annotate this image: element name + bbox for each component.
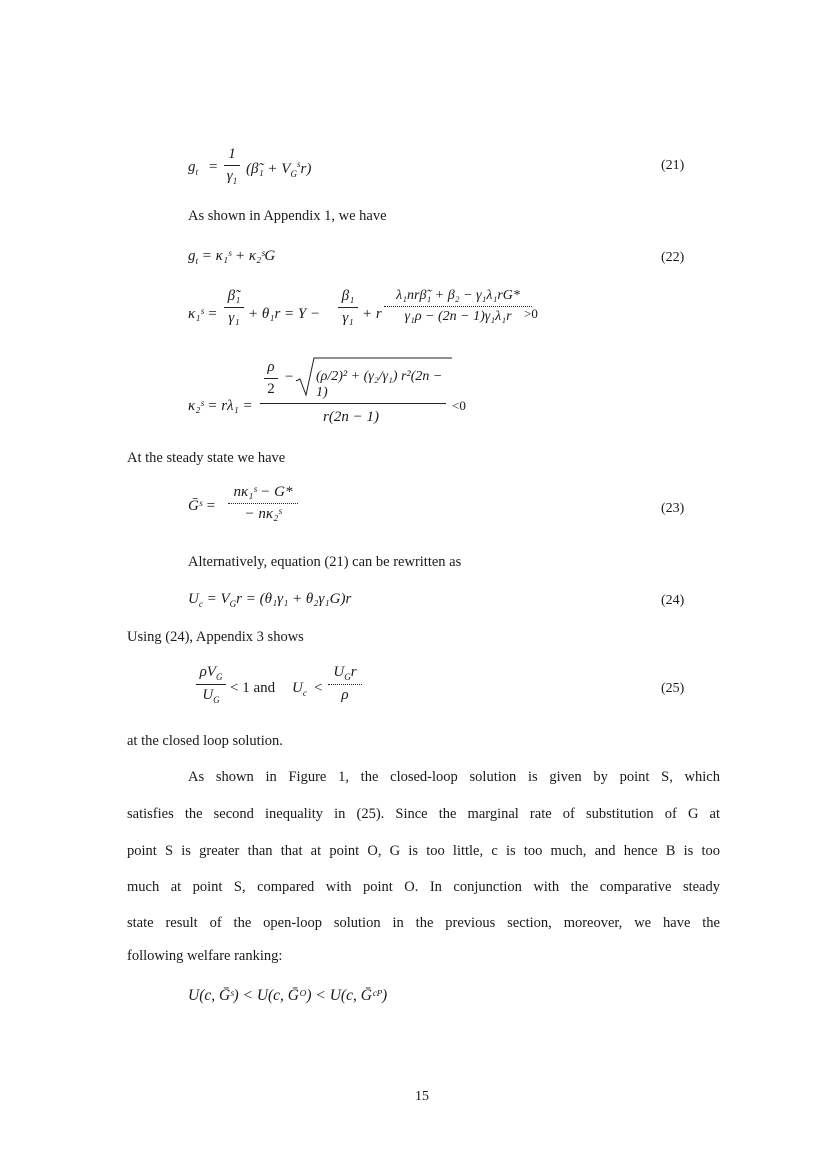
equation-21: $g_t$ = 1 $\gamma_1$ (β̃₁ + $V_G^sr$) [188,146,312,187]
page-number: 15 [415,1089,429,1104]
paragraph-line-4: much at point S, compared with point O. In conjunction with the comparative steady [127,879,720,895]
paragraph-line-6: following welfare ranking: [127,948,283,964]
text-appendix-1: As shown in Appendix 1, we have [188,208,387,224]
equation-kappa2: κ₂ˢ = rλ₁ = ρ 2 − (ρ/2)² + (γ₂/γ₁) r²(2n − 1) r(2n − 1) <0 [188,355,488,430]
text-closed-loop: at the closed loop solution. [127,733,283,749]
paragraph-line-2: satisfies the second inequality in (25). Since the marginal rate of substitution of G at [127,806,720,822]
equation-number-23: (23) [661,501,685,516]
equation-22: $g_t$ = κ₁ˢ + κ₂ˢG [188,248,276,266]
equation-23: Ḡˢ = nκ₁ˢ − G* − nκ₂ˢ [188,484,328,534]
equation-number-24: (24) [661,593,685,608]
paragraph-line-3: point S is greater than that at point O, G is too little, c is too much, and hence B is too [127,843,720,859]
equation-25: $\rho V_G$ $U_G$ < 1 and $U_c$ < $U_Gr$ ρ [196,664,396,712]
equation-number-21: (21) [661,158,685,173]
text-using: Using (24), Appendix 3 shows [127,629,304,645]
text-steady-state: At the steady state we have [127,450,286,466]
equation-kappa1: κ₁ˢ = β̃₁ γ₁ + θ₁r = Y − β₁ γ₁ + r λ₁nrβ̃₁ + β₂ − γ₁λ₁rG* γ₁ρ − (2n − 1)γ₁λ₁r >0 [188,288,538,327]
paragraph-line-5: state result of the open-loop solution in the previous section, moreover, we have the [127,915,720,931]
equation-24: $U_c = V_Gr = (\theta_1\gamma_1 + \theta_2\gamma_1G)r$ [188,591,352,609]
fraction-bar [260,403,446,404]
equation-number-25: (25) [661,681,685,696]
equation-number-22: (22) [661,250,685,265]
text-alternatively: Alternatively, equation (21) can be rewritten as [188,554,462,570]
paragraph-line-1: As shown in Figure 1, the closed-loop solution is given by point S, which [188,769,720,785]
welfare-ranking: U(c, Ḡˢ) < U(c, Ḡᴼ) < U(c, Ḡᶜᴾ) [188,987,388,1004]
